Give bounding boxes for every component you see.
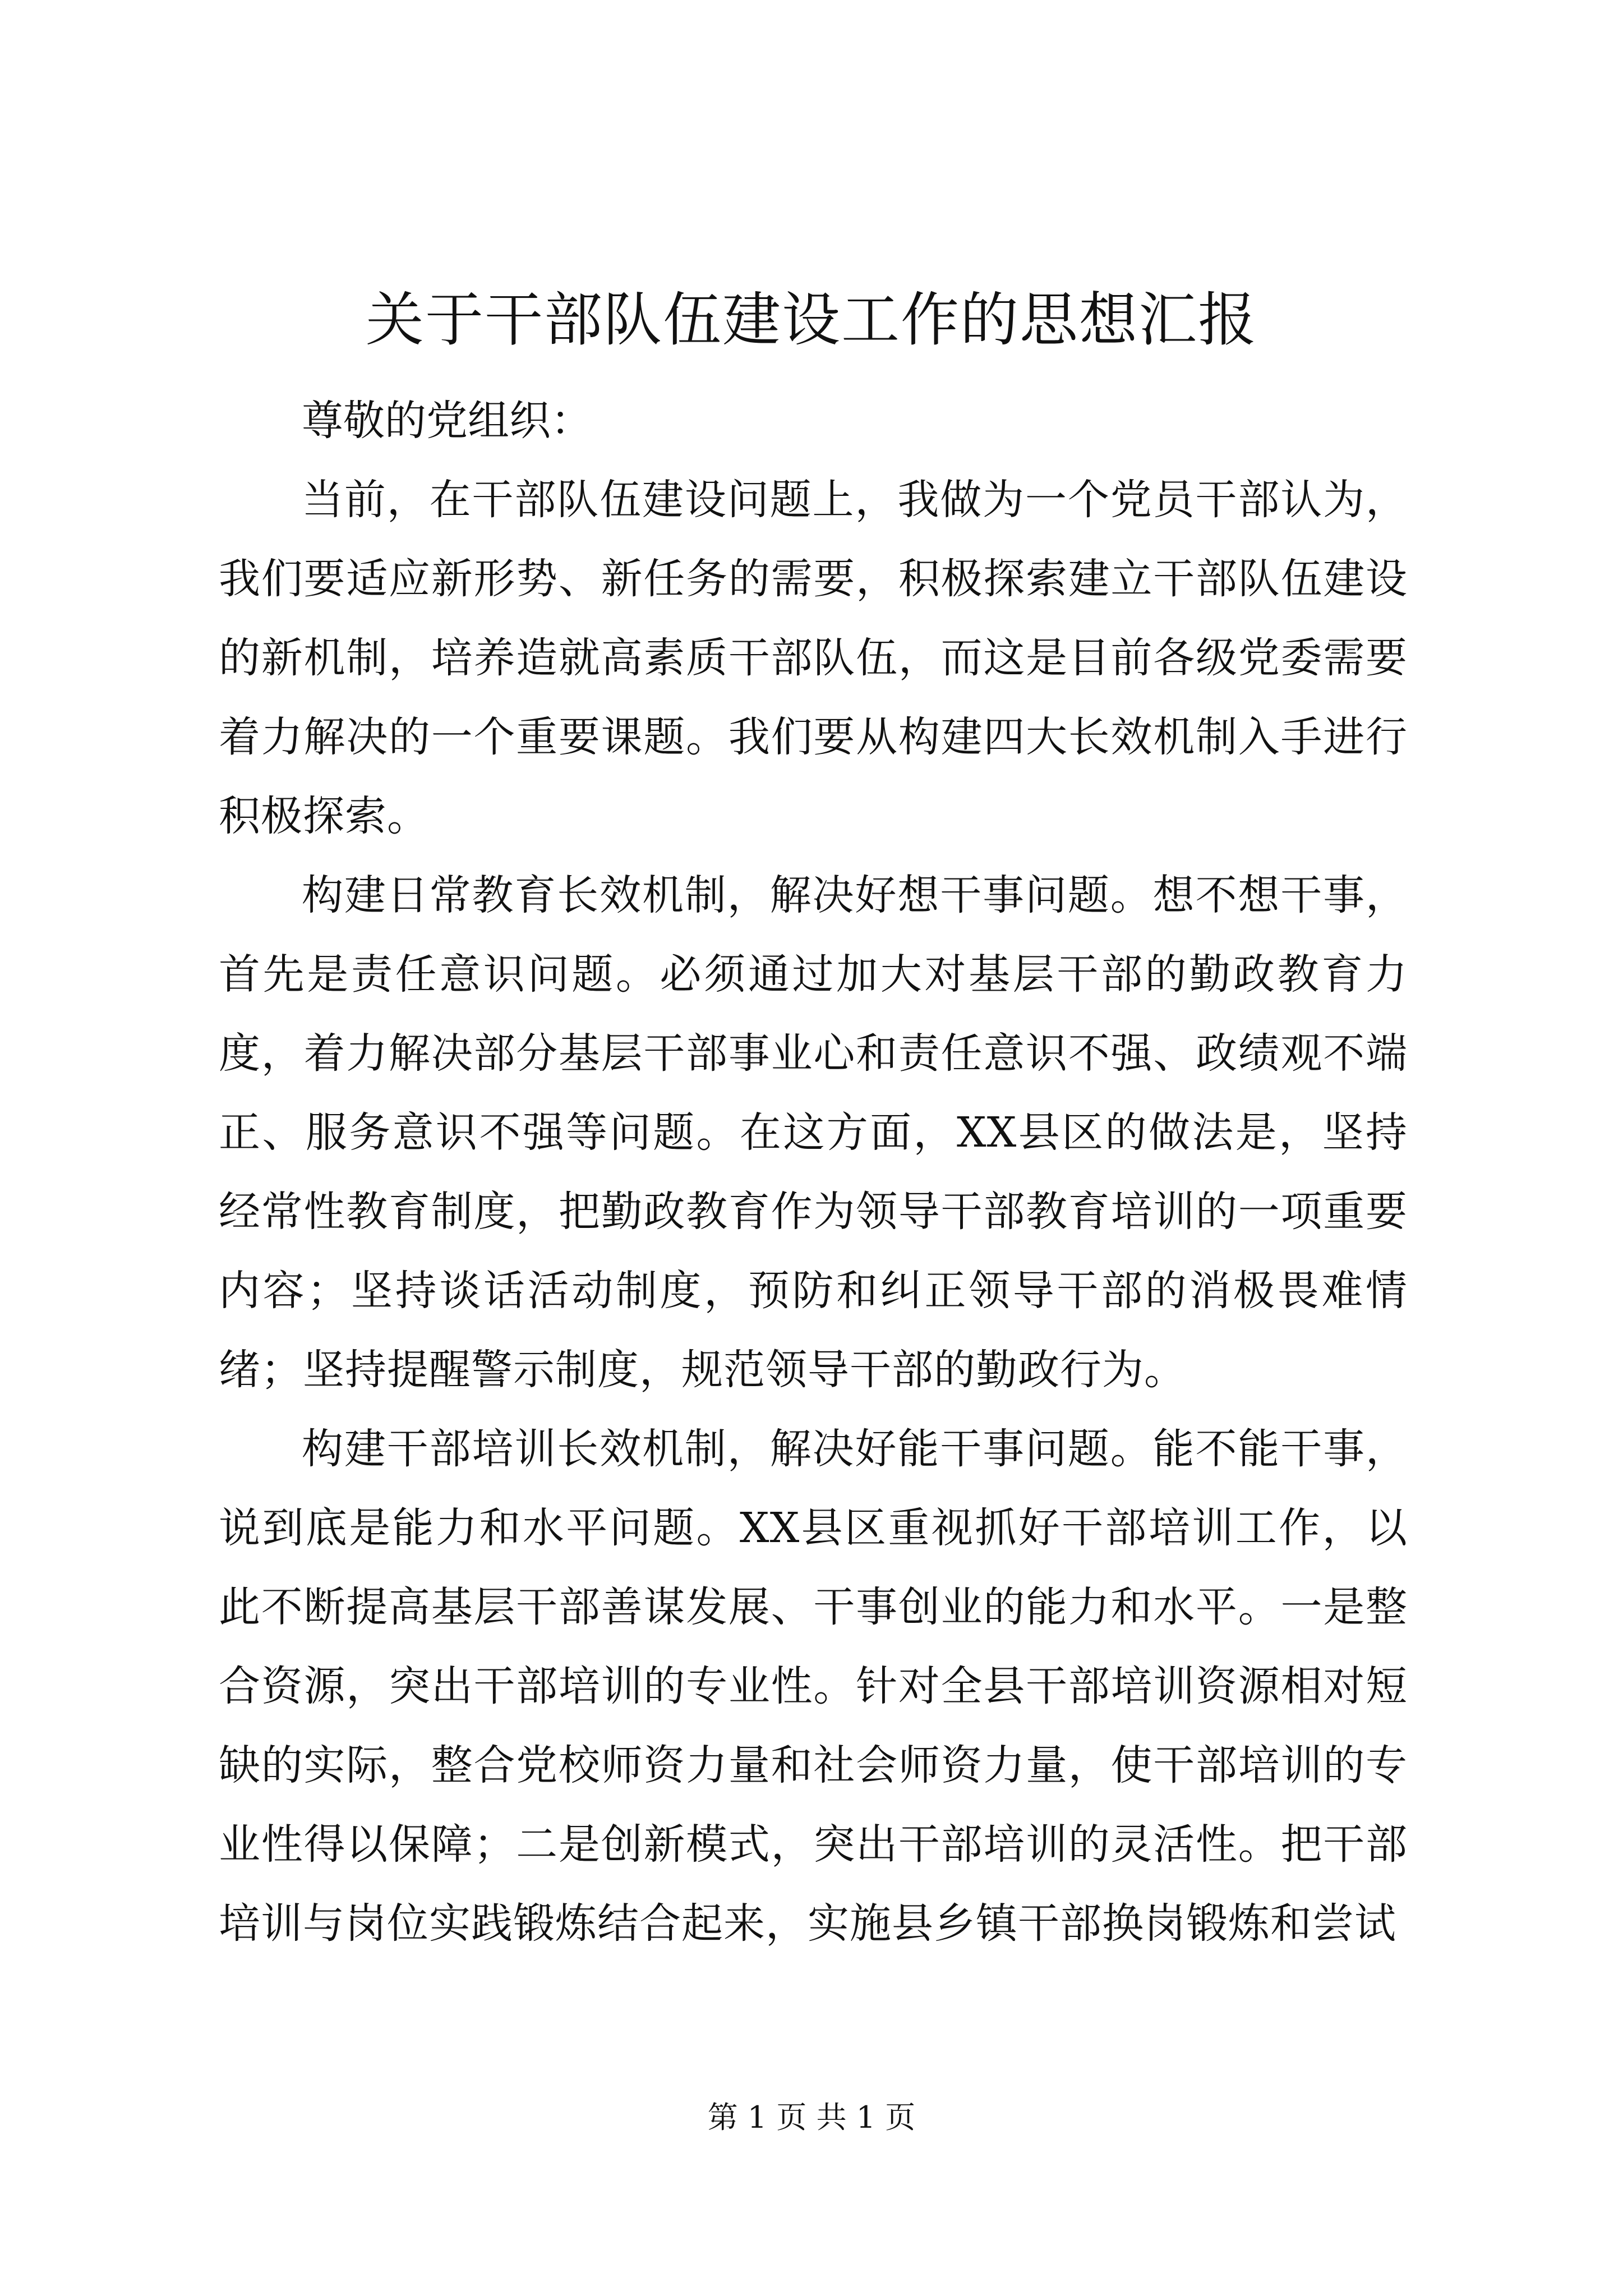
document-body [219, 381, 1408, 1963]
paragraph-1: 当前，在干部队伍建设问题上，我做为一个党员干部认为，我们要适应新形势、新任务的需要，积极探索建立干部队伍建设的新机制，培养造就高素质干部队伍，而这是目前各级党委需要着力解决的一个重要课题。我们要从构建四大长效机制入手进行积极探索。 [219, 476, 1408, 840]
document-title: 关于干部队伍建设工作的思想汇报 [365, 286, 1257, 354]
page-footer: 第 1 页 共 1 页 [707, 2100, 916, 2135]
paragraph-2: 构建日常教育长效机制，解决好想干事问题。想不想干事，首先是责任意识问题。必须通过加大对基层干部的勤政教育力度，着力解决部分基层干部事业心和责任意识不强、政绩观不端正、服务意识不强等问题。在这方面，XX县区的做法是，坚持经常性教育制度，把勤政教育作为领导干部教育培训的一项重要内容；坚持谈话活动制度，预防和纠正领导干部的消极畏难情绪；坚持提醒警示制度，规范领导干部的勤政行为。 [219, 871, 1408, 1394]
salutation: 尊敬的党组织： [302, 397, 592, 445]
paragraph-3: 构建干部培训长效机制，解决好能干事问题。能不能干事，说到底是能力和水平问题。XX县区重视抓好干部培训工作，以此不断提高基层干部善谋发展、干事创业的能力和水平。一是整合资源，突出干部培训的专业性。针对全县干部培训资源相对短缺的实际，整合党校师资力量和社会师资力量，使干部培训的专业性得以保障；二是创新模式，突出干部培训的灵活性。把干部培训与岗位实践锻炼结合起来，实施县乡镇干部换岗锻炼和尝试 [219, 1425, 1408, 1948]
